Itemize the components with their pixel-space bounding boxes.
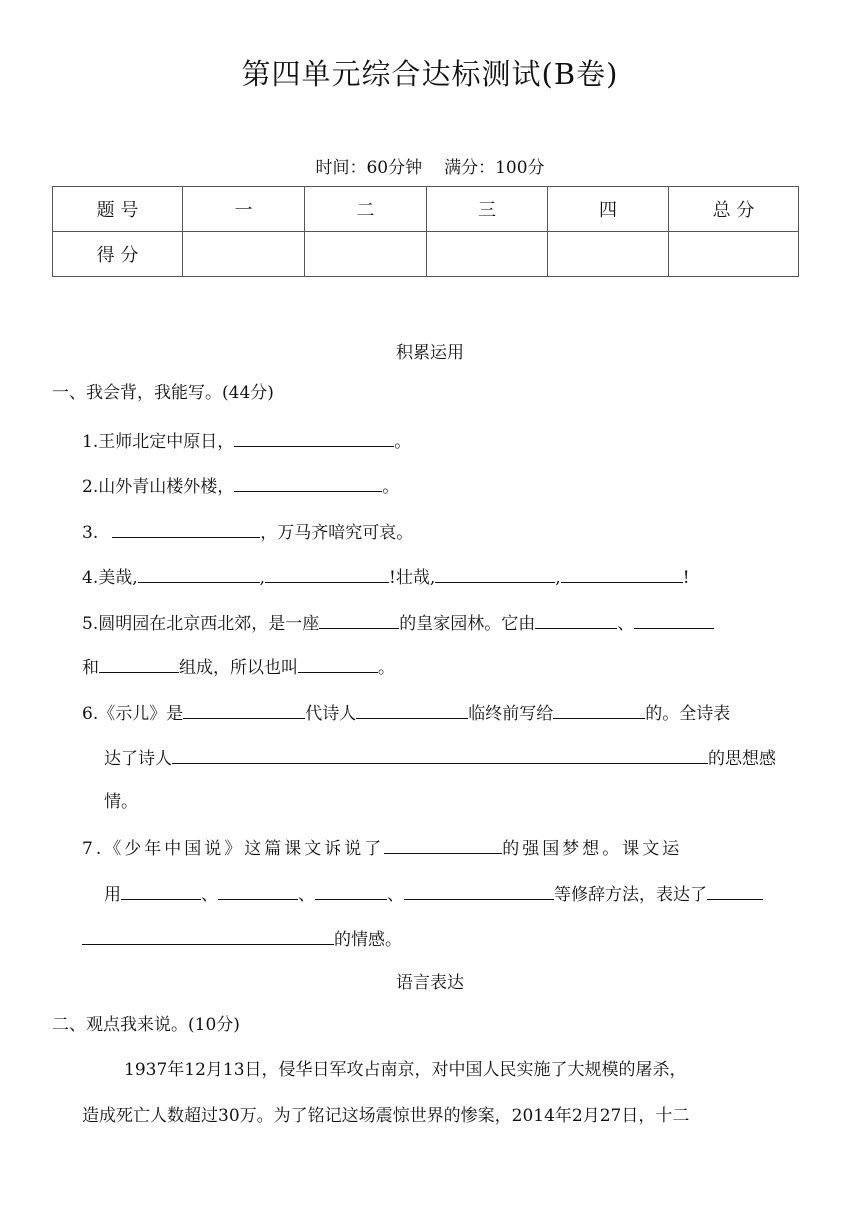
- answer-blank[interactable]: [183, 700, 305, 719]
- row-label-cell: 得 分: [53, 232, 183, 277]
- score-input-cell[interactable]: [305, 232, 427, 277]
- question-1-item-3: [82, 519, 413, 545]
- header-cell: 二: [305, 187, 427, 232]
- score-input-cell[interactable]: [548, 232, 669, 277]
- section-heading-expression: 语言表达: [396, 973, 464, 993]
- answer-blank[interactable]: [298, 654, 378, 673]
- answer-blank[interactable]: [707, 881, 763, 900]
- header-cell: 总 分: [669, 187, 799, 232]
- answer-blank[interactable]: [172, 745, 708, 764]
- answer-blank[interactable]: [315, 881, 387, 900]
- item-text: 的情感。: [334, 930, 402, 950]
- item-text: ，万马齐喑究可哀。: [260, 523, 414, 543]
- item-text: 和: [82, 658, 99, 678]
- item-text: 的强国梦想。课文运: [502, 839, 683, 859]
- item-text: ,: [259, 568, 266, 588]
- item-text: 、: [201, 885, 218, 905]
- answer-blank[interactable]: [535, 610, 617, 629]
- full-score: 满分：100分: [444, 158, 545, 178]
- answer-blank[interactable]: [384, 835, 502, 854]
- score-input-cell[interactable]: [183, 232, 305, 277]
- item-text: 的思想感: [708, 749, 776, 769]
- item-text: 的。全诗表: [645, 704, 731, 724]
- item-text: !: [682, 568, 690, 588]
- item-text: ,: [555, 568, 561, 588]
- question-1-item-4: [82, 564, 690, 590]
- question-1-item-2: [82, 473, 399, 499]
- question-1-item-5: [82, 610, 714, 636]
- answer-blank[interactable]: [553, 700, 645, 719]
- item-text: 。: [382, 477, 400, 497]
- answer-blank[interactable]: [634, 610, 714, 629]
- question-1-title: 一、我会背，我能写。(44分): [52, 383, 274, 403]
- question-1-item-7-cont: [104, 881, 763, 907]
- header-cell: 三: [427, 187, 548, 232]
- item-text: 、: [298, 885, 315, 905]
- item-text: 临终前写给: [468, 704, 554, 724]
- answer-blank[interactable]: [138, 564, 260, 583]
- header-cell: 一: [183, 187, 305, 232]
- item-text: 。: [378, 658, 395, 678]
- item-text: 1.王师北定中原日，: [82, 432, 235, 452]
- answer-blank[interactable]: [561, 564, 683, 583]
- score-table: [52, 186, 799, 277]
- item-text: 组成，所以也叫: [179, 658, 298, 678]
- time-limit: 时间：60分钟: [315, 158, 423, 178]
- item-text: 2.山外青山楼外楼，: [82, 477, 235, 497]
- page-title: 第四单元综合达标测试(B卷): [241, 57, 619, 91]
- header-cell: 四: [548, 187, 669, 232]
- answer-blank[interactable]: [265, 564, 389, 583]
- passage-line-2: 造成死亡人数超过30万。为了铭记这场震惊世界的惨案，2014年2月27日，十二: [82, 1106, 690, 1126]
- score-input-cell[interactable]: [427, 232, 548, 277]
- item-text: 达了诗人: [104, 749, 172, 769]
- score-table-header-row: [53, 187, 799, 232]
- item-text: 等修辞方法，表达了: [554, 885, 707, 905]
- answer-blank[interactable]: [234, 473, 382, 492]
- answer-blank[interactable]: [435, 564, 555, 583]
- item-text: 4.美哉,: [82, 568, 138, 588]
- answer-blank[interactable]: [112, 519, 260, 538]
- score-table-score-row: [53, 232, 799, 277]
- answer-blank[interactable]: [234, 428, 394, 447]
- answer-blank[interactable]: [82, 926, 334, 945]
- answer-blank[interactable]: [319, 610, 399, 629]
- passage-line-1: 1937年12月13日，侵华日军攻占南京，对中国人民实施了大规模的屠杀，: [124, 1060, 687, 1080]
- question-1-item-7-end: [82, 926, 402, 952]
- answer-blank[interactable]: [356, 700, 468, 719]
- header-cell: 题 号: [53, 187, 183, 232]
- item-text: 5.圆明园在北京西北郊，是一座: [82, 614, 320, 634]
- answer-blank[interactable]: [99, 654, 179, 673]
- question-2-title: 二、观点我来说。(10分): [52, 1015, 240, 1035]
- answer-blank[interactable]: [121, 881, 201, 900]
- test-meta: [0, 153, 860, 178]
- item-text: 的皇家园林。它由: [399, 614, 536, 634]
- item-text: 3.: [82, 523, 99, 543]
- question-1-item-6-end: 情。: [104, 792, 138, 812]
- item-text: 、: [617, 614, 635, 634]
- answer-blank[interactable]: [404, 881, 554, 900]
- question-1-item-5-cont: [82, 654, 395, 680]
- item-text: 。: [394, 432, 412, 452]
- item-text: !壮哉,: [389, 568, 436, 588]
- item-text: 、: [387, 885, 404, 905]
- item-text: 7.《少年中国说》这篇课文诉说了: [82, 839, 385, 859]
- question-1-item-6-cont: [104, 745, 776, 771]
- item-text: 代诗人: [305, 704, 357, 724]
- question-1-item-1: [82, 428, 411, 454]
- question-1-item-7: [82, 835, 682, 861]
- item-text: 6.《示儿》是: [82, 704, 184, 724]
- question-1-item-6: [82, 700, 730, 726]
- item-text: 用: [104, 885, 121, 905]
- section-heading-accumulation: 积累运用: [396, 343, 464, 363]
- score-input-cell[interactable]: [669, 232, 799, 277]
- answer-blank[interactable]: [218, 881, 298, 900]
